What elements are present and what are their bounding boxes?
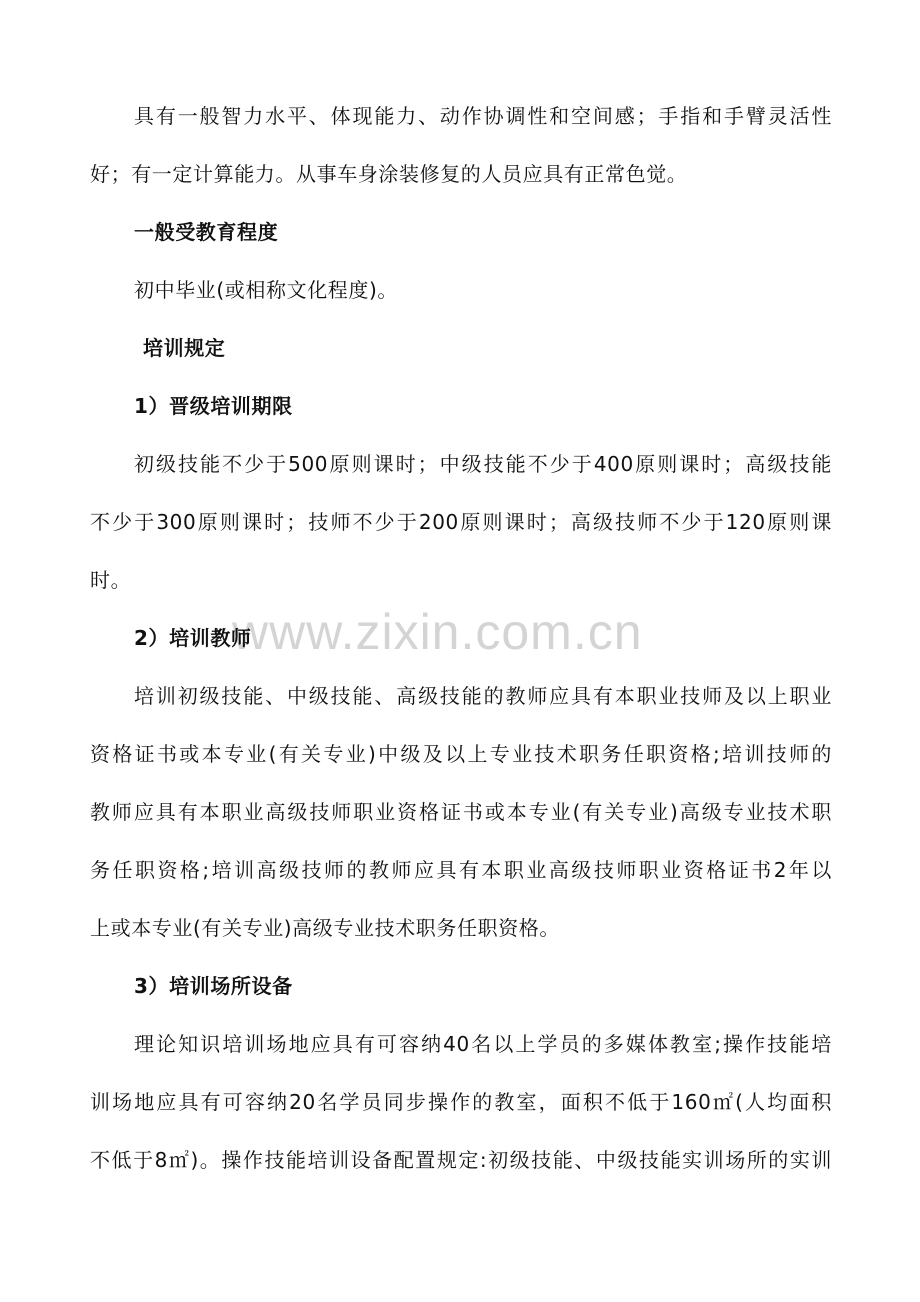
paragraph-line: 不少于300原则课时；技师不少于200原则课时；高级技师不少于120原则课 bbox=[90, 510, 832, 534]
paragraph-line: 初中毕业(或相称文化程度)。 bbox=[134, 278, 399, 302]
paragraph-line: 不低于8㎡)。操作技能培训设备配置规定:初级技能、中级技能实训场所的实训 bbox=[90, 1148, 832, 1172]
paragraph-line: 资格证书或本专业(有关专业)中级及以上专业技术职务任职资格;培训技师的 bbox=[90, 742, 832, 766]
section-heading: 培训规定 bbox=[143, 336, 226, 360]
subsection-heading: 1）晋级培训期限 bbox=[134, 394, 293, 418]
paragraph-line: 训场地应具有可容纳20名学员同步操作的教室，面积不低于160㎡(人均面积 bbox=[90, 1090, 832, 1114]
paragraph-line: 务任职资格;培训高级技师的教师应具有本职业高级技师职业资格证书2年以 bbox=[90, 858, 832, 882]
paragraph-line: 具有一般智力水平、体现能力、动作协调性和空间感；手指和手臂灵活性 bbox=[134, 104, 832, 128]
paragraph-line: 教师应具有本职业高级技师职业资格证书或本专业(有关专业)高级专业技术职 bbox=[90, 800, 832, 824]
paragraph-line: 培训初级技能、中级技能、高级技能的教师应具有本职业技师及以上职业 bbox=[134, 684, 832, 708]
paragraph-line: 好；有一定计算能力。从事车身涂装修复的人员应具有正常色觉。 bbox=[90, 162, 688, 186]
paragraph-line: 时。 bbox=[90, 568, 132, 592]
paragraph-line: 初级技能不少于500原则课时；中级技能不少于400原则课时；高级技能 bbox=[134, 452, 832, 476]
watermark: www.zixin.com.cn bbox=[232, 604, 643, 660]
paragraph-line: 上或本专业(有关专业)高级专业技术职务任职资格。 bbox=[90, 916, 561, 940]
subsection-heading: 3）培训场所设备 bbox=[134, 974, 293, 998]
paragraph-line: 理论知识培训场地应具有可容纳40名以上学员的多媒体教室;操作技能培 bbox=[134, 1032, 832, 1056]
subsection-heading: 2）培训教师 bbox=[134, 626, 252, 650]
section-heading: 一般受教育程度 bbox=[134, 220, 279, 244]
